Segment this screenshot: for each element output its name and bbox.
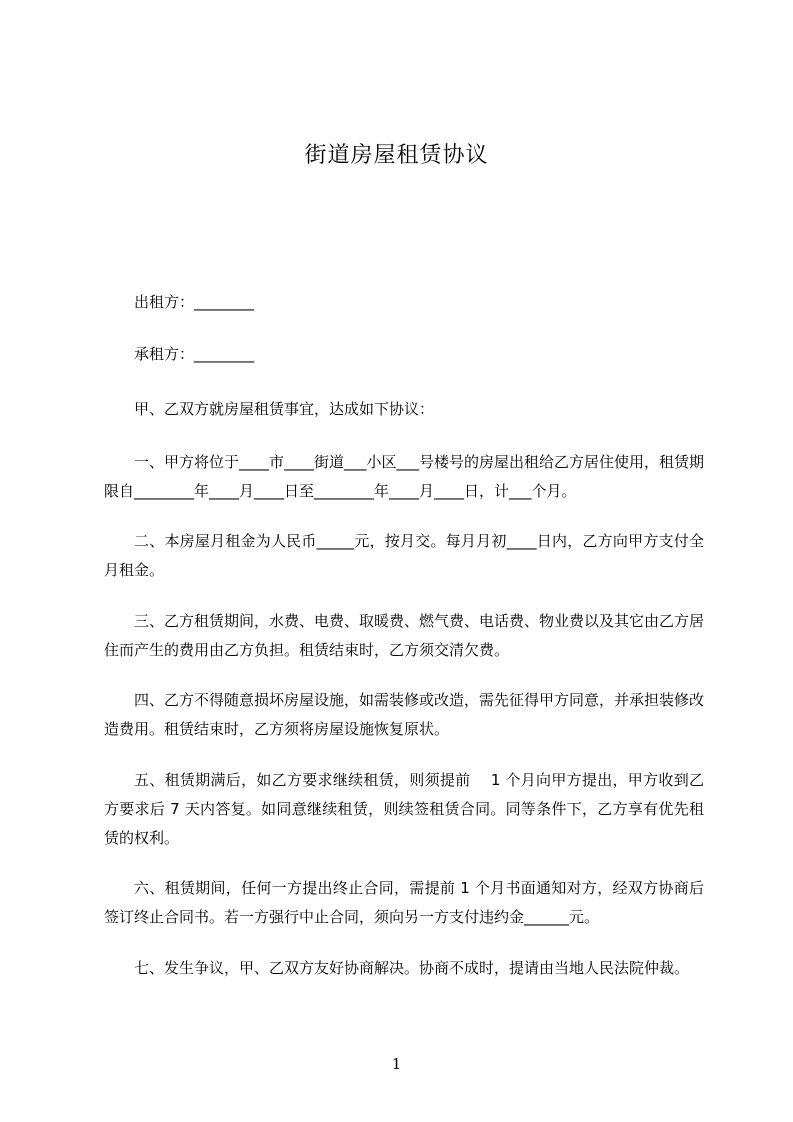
clause-2: 二、本房屋月租金为人民币_____元，按月交。每月月初____日内，乙方向甲方支付全月租金。: [104, 532, 704, 579]
clause-7: 七、发生争议，甲、乙双方友好协商解决。协商不成时，提请由当地人民法院仲裁。: [134, 959, 690, 977]
clause-5: 五、租赁期满后，如乙方要求继续租赁，则须提前 1 个月向甲方提出，甲方收到乙方要求后 7 天内答复。如同意继续租赁，则续签租赁合同。同等条件下，乙方享有优先租赁的权利。: [104, 771, 704, 847]
clause-6: 六、租赁期间，任何一方提出终止合同，需提前 1 个月书面通知对方，经双方协商后签订终止合同书。若一方强行中止合同，须向另一方支付违约金______元。: [104, 879, 704, 926]
document-title: 街道房屋租赁协议: [304, 143, 489, 168]
clause-1: 一、甲方将位于____市____街道___小区___号楼号的房屋出租给乙方居住使用，租赁期限自________年____月____日至________年____月____日，计___个月。: [104, 453, 705, 500]
page-number: 1: [391, 1055, 402, 1073]
lessee-line: 承租方：________: [134, 345, 255, 363]
agreement-intro: 甲、乙双方就房屋租赁事宜，达成如下协议：: [134, 400, 435, 418]
lessor-line: 出租方：________: [134, 293, 255, 311]
clause-3: 三、乙方租赁期间，水费、电费、取暖费、燃气费、电话费、物业费以及其它由乙方居住而产生的费用由乙方负担。租赁结束时，乙方须交清欠费。: [104, 612, 705, 659]
clause-4: 四、乙方不得随意损坏房屋设施，如需装修或改造，需先征得甲方同意，并承担装修改造费用。租赁结束时，乙方须将房屋设施恢复原状。: [104, 691, 705, 738]
